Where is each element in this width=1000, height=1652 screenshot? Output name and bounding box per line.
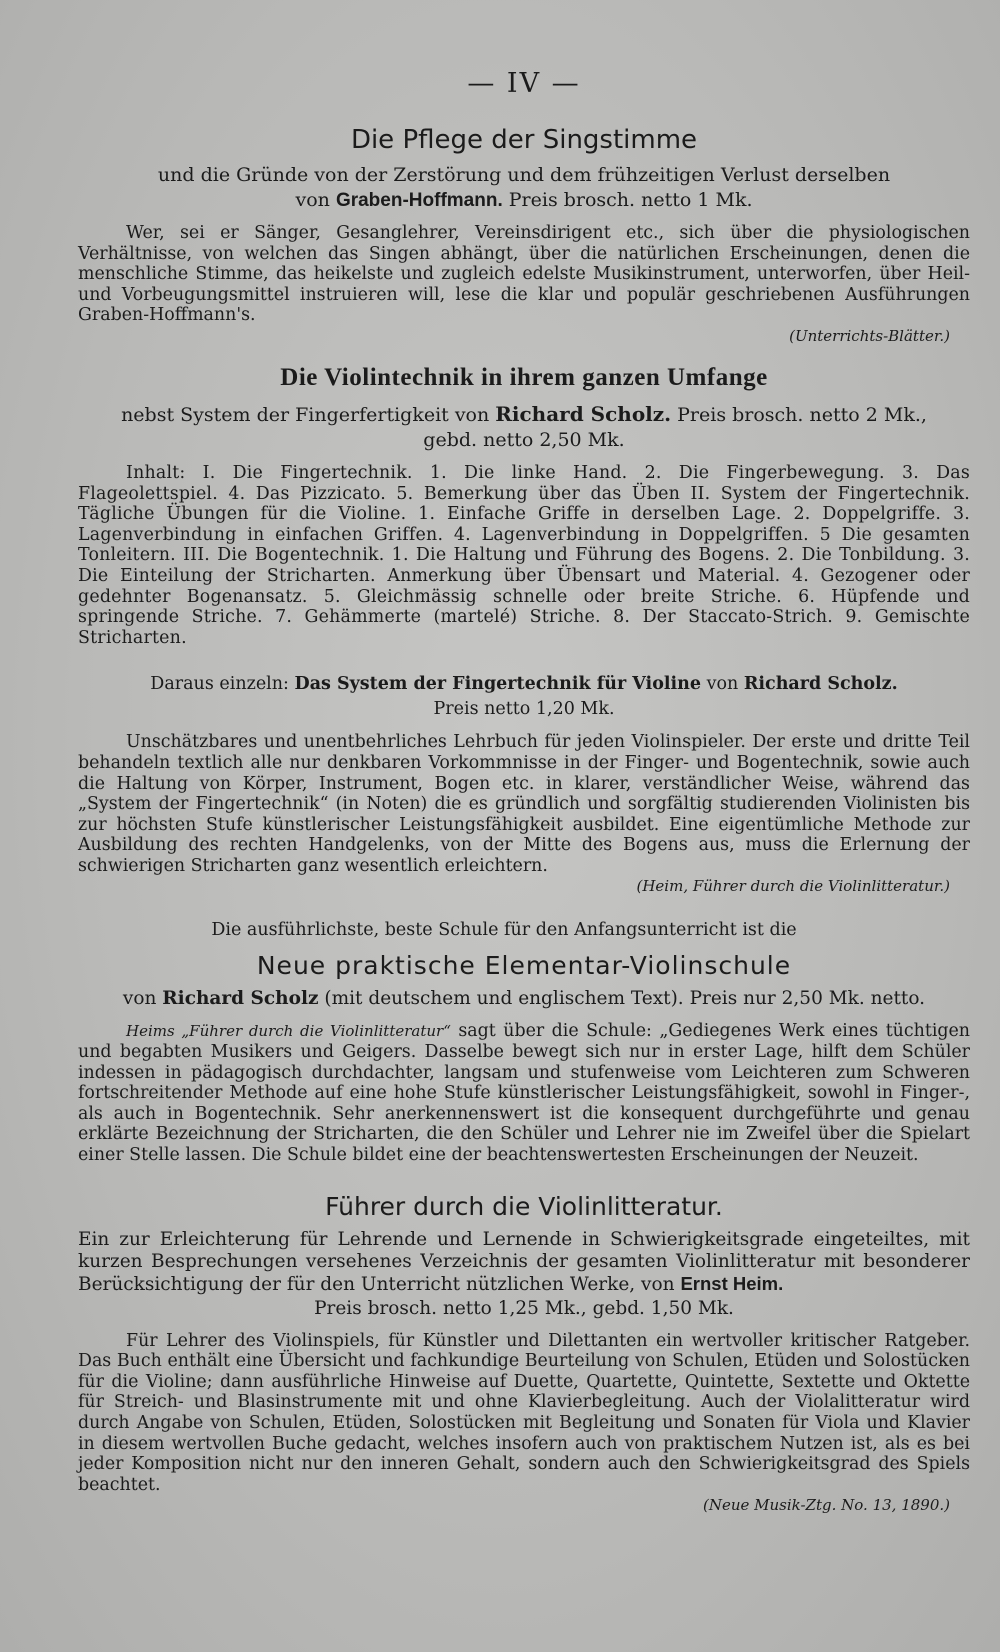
system-fingertechnik-author: Richard Scholz. [743, 674, 898, 695]
fuehrer-citation: (Neue Musik-Ztg. No. 13, 1890.) [702, 1496, 950, 1515]
fuehrer-review: Für Lehrer des Violinspiels, für Künstler und Dilettanten ein wertvoller kritischer Ratgeber. Das Buch enthält eine Übersicht und fachkundige Beurteilung von Schulen, Etüden und Solostücken für die Violine; dann ausführliche Hinweise auf Duette, Quartette, Quintette, Sextette und Oktette für Streich- und Blasinstrumente mit und ohne Klavierbegleitung. Auch der Violalitteratur wird durch Angabe von Schulen, Etüden, Solostücken mit Begleitung und Sonaten für Viola und Klavier in diesem wertvollen Buche gedacht, welches insofern auch von praktischem Nutzen ist, als es bei jeder Komposition nicht nur den inneren Gehalt, sondern auch den Schwierigkeitsgrad des Spiels beachtet. [78, 1330, 970, 1495]
section-fuehrer-violinlitteratur [78, 1192, 970, 1516]
section-system-fingertechnik [78, 672, 970, 896]
elementar-price: (mit deutschem und englischem Text). Preis nur 2,50 Mk. netto. [318, 988, 926, 1010]
section-singstimme [78, 125, 970, 346]
system-fingertechnik-citation: (Heim, Führer durch die Violinlitteratur.) [636, 877, 950, 896]
singstimme-author: Graben-Hoffmann. [335, 190, 503, 211]
section-violintechnik [78, 364, 970, 648]
elementar-review-source: Heims „Führer durch die Violinlitteratur“ [126, 1022, 451, 1041]
fuehrer-description: Ein zur Erleichterung für Lehrende und Lernende in Schwierigkeitsgrade eingeteiltes, mit kurzen Besprechungen versehenes Verzeichnis der gesamten Violinlitteratur mit besonderer Berücksichtigung der für den Unterricht nützlichen Werke, von Ernst Heim. [78, 1228, 970, 1295]
singstimme-citation: (Unterrichts-Blätter.) [789, 326, 950, 345]
elementar-review: Heims „Führer durch die Violinlitteratur“ sagt über die Schule: „Gediegenes Werk eines tüchtigen und begabten Musikers und Geigers. Dasselbe bewegt sich nur in erster Lage, hilft dem Schüler indessen in pädagogisch durchdachter, langsam und stufenweise vom Leichteren zum Schweren fortschreitender Methode auf eine hohe Stufe künstlerischer Leistungsfähigkeit, sowohl in Finger-, als auch in Bogentechnik. Sehr anerkennenswert ist die konsequent durchgeführte und genau erklärte Bezeichnung der Stricharten, die den Schüler und Lehrer nie im Zweifel über die Spielart einer Stelle lassen. Die Schule bildet eine der beachtenswertesten Erscheinungen der Neuzeit. [78, 1021, 971, 1166]
fuehrer-author: Ernst Heim. [680, 1272, 784, 1294]
violintechnik-subtitle: nebst System der Fingerfertigkeit von Richard Scholz. Preis brosch. netto 2 Mk., gebd. netto 2,50 Mk. [78, 402, 970, 453]
system-fingertechnik-title: Das System der Fingertechnik für Violine [294, 674, 702, 695]
violintechnik-price: Preis brosch. netto 2 Mk., [671, 403, 927, 426]
violintechnik-price-bound: gebd. netto 2,50 Mk. [423, 428, 625, 451]
violintechnik-title: Die Violintechnik in ihrem ganzen Umfange [280, 363, 768, 391]
system-fingertechnik-price: Preis netto 1,20 Mk. [433, 699, 615, 720]
elementar-author: Richard Scholz [162, 988, 319, 1010]
singstimme-subtitle: und die Gründe von der Zerstörung und dem frühzeitigen Verlust derselben von Graben-Hoffmann. Preis brosch. netto 1 Mk. [157, 164, 891, 211]
system-fingertechnik-review: Unschätzbares und unentbehrliches Lehrbuch für jeden Violinspieler. Der erste und dritte Teil behandeln textlich alle nur denkbaren Vorkommnisse in der Finger- und Bogentechnik, sowie auch die Haltung von Körper, Instrument, Bogen etc. in klarer, verständlicher Weise, während das „System der Fingertechnik“ (in Noten) die es gründlich und sorgfältig studierenden Violinisten bis zur höchsten Stufe künstlerischer Leistungsfähigkeit ausbildet. Eine eigentümliche Methode zur Ausbildung des rechten Handgelenks, von der Mitte des Bogens aus, muss die Erlernung der schwierigen Stricharten ganz wesentlich erleichtern. [78, 732, 970, 876]
violintechnik-author: Richard Scholz. [495, 401, 672, 426]
elementar-intro: Die ausführlichste, beste Schule für den Anfangsunterricht ist die [211, 920, 797, 941]
violintechnik-contents: Inhalt: I. Die Fingertechnik. 1. Die linke Hand. 2. Die Fingerbewegung. 3. Das Flageolettspiel. 4. Das Pizzicato. 5. Bemerkung über das Üben II. System der Fingertechnik. Tägliche Übungen für die Violine. 1. Einfache Griffe in derselben Lage. 2. Doppelgriffe. 3. Lagenverbindung in einfachen Griffen. 4. Lagenverbindung in Doppelgriffen. 5 Die gesamten Tonleitern. III. Die Bogentechnik. 1. Die Haltung und Führung des Bogens. 2. Die Tonbildung. 3. Die Einteilung der Stricharten. Anmerkung über Übensart und Material. 4. Gezogener oder gedehnter Bogenansatz. 5. Gleichmässig schnelle oder breite Striche. 6. Hüpfende und springende Striche. 7. Gehämmerte (martelé) Striche. 8. Der Staccato-Strich. 9. Gemischte Stricharten. [78, 462, 970, 648]
fuehrer-price: Preis brosch. netto 1,25 Mk., gebd. 1,50 Mk. [314, 1297, 734, 1319]
fuehrer-title: Führer durch die Violinlitteratur. [325, 1191, 723, 1221]
elementar-subtitle: von Richard Scholz (mit deutschem und englischem Text). Preis nur 2,50 Mk. netto. [122, 988, 926, 1010]
elementar-title: Neue praktische Elementar-Violinschule [256, 951, 792, 981]
singstimme-title: Die Pflege der Singstimme [350, 125, 698, 155]
page-number: — IV — [467, 68, 581, 99]
singstimme-price: Preis brosch. netto 1 Mk. [502, 189, 753, 211]
singstimme-review: Wer, sei er Sänger, Gesanglehrer, Vereinsdirigent etc., sich über die physiologischen Verhältnisse, von welchen das Singen abhängt, über die natürlichen Erscheinungen, denen die menschliche Stimme, das heikelste und zugleich edelste Musikinstrument, unterworfen, über Heil- und Vorbeugungsmittel instruieren will, lese die klar und populär geschriebenen Ausführungen Graben-Hoffmann's. [78, 223, 970, 326]
system-fingertechnik-heading: Daraus einzeln: Das System der Fingertechnik für Violine von Richard Scholz. Preis netto 1,20 Mk. [78, 672, 970, 722]
section-elementar-violinschule [78, 918, 970, 1165]
